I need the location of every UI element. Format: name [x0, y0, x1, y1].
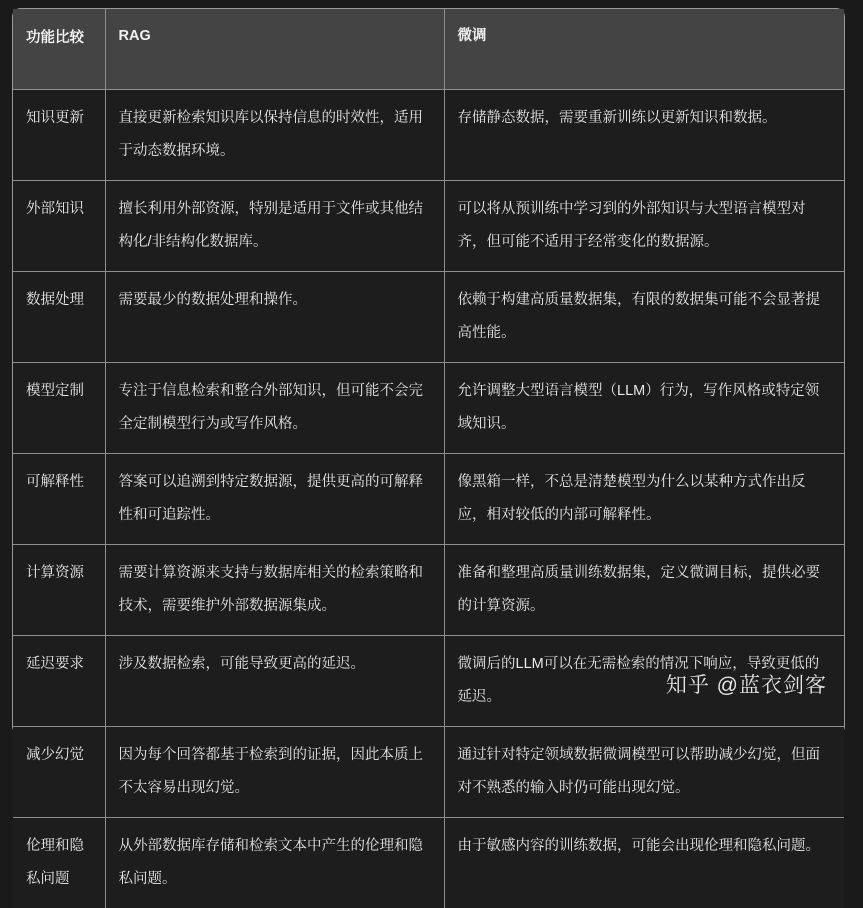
cell-fine-tuning: 像黑箱一样，不总是清楚模型为什么以某种方式作出反应，相对较低的内部可解释性。	[444, 453, 844, 544]
column-header-fine-tuning: 微调	[444, 9, 844, 89]
cell-fine-tuning: 通过针对特定领域数据微调模型可以帮助减少幻觉，但面对不熟悉的输入时仍可能出现幻觉。	[444, 726, 844, 817]
cell-rag: 需要计算资源来支持与数据库相关的检索策略和技术，需要维护外部数据源集成。	[105, 544, 444, 635]
cell-fine-tuning: 微调后的LLM可以在无需检索的情况下响应，导致更低的延迟。	[444, 635, 844, 726]
table-row	[13, 271, 844, 362]
cell-fine-tuning: 允许调整大型语言模型（LLM）行为，写作风格或特定领域知识。	[444, 362, 844, 453]
cell-fine-tuning: 依赖于构建高质量数据集，有限的数据集可能不会显著提高性能。	[444, 271, 844, 362]
table-row	[13, 726, 844, 817]
cell-rag: 专注于信息检索和整合外部知识，但可能不会完全定制模型行为或写作风格。	[105, 362, 444, 453]
cell-fine-tuning: 存储静态数据，需要重新训练以更新知识和数据。	[444, 89, 844, 180]
watermark: 知乎 @蓝衣剑客	[665, 674, 827, 697]
table-row	[13, 89, 844, 180]
cell-feature: 知识更新	[13, 89, 105, 180]
cell-fine-tuning: 准备和整理高质量训练数据集，定义微调目标，提供必要的计算资源。	[444, 544, 844, 635]
cell-rag: 因为每个回答都基于检索到的证据，因此本质上不太容易出现幻觉。	[105, 726, 444, 817]
table-row	[13, 635, 844, 726]
cell-feature: 伦理和隐私问题	[13, 817, 105, 908]
cell-fine-tuning: 可以将从预训练中学习到的外部知识与大型语言模型对齐，但可能不适用于经常变化的数据源。	[444, 180, 844, 271]
cell-feature: 减少幻觉	[13, 726, 105, 817]
cell-feature: 外部知识	[13, 180, 105, 271]
cell-fine-tuning: 由于敏感内容的训练数据，可能会出现伦理和隐私问题。	[444, 817, 844, 908]
table-row	[13, 180, 844, 271]
cell-feature: 模型定制	[13, 362, 105, 453]
cell-rag: 擅长利用外部资源，特别是适用于文件或其他结构化/非结构化数据库。	[105, 180, 444, 271]
table-row	[13, 362, 844, 453]
column-header-rag: RAG	[105, 9, 444, 89]
table-row	[13, 544, 844, 635]
cell-rag: 需要最少的数据处理和操作。	[105, 271, 444, 362]
table-row	[13, 817, 844, 908]
cell-rag: 直接更新检索知识库以保持信息的时效性，适用于动态数据环境。	[105, 89, 444, 180]
cell-rag: 涉及数据检索，可能导致更高的延迟。	[105, 635, 444, 726]
table-body	[13, 89, 844, 908]
rag-vs-finetuning-table	[13, 9, 844, 908]
table-row	[13, 453, 844, 544]
cell-feature: 计算资源	[13, 544, 105, 635]
table-header-row	[13, 9, 844, 89]
comparison-table-container	[12, 8, 845, 887]
cell-feature: 数据处理	[13, 271, 105, 362]
table-header	[13, 9, 844, 89]
cell-feature: 延迟要求	[13, 635, 105, 726]
cell-rag: 答案可以追溯到特定数据源，提供更高的可解释性和可追踪性。	[105, 453, 444, 544]
cell-feature: 可解释性	[13, 453, 105, 544]
column-header-feature: 功能比较	[13, 9, 105, 89]
cell-rag: 从外部数据库存储和检索文本中产生的伦理和隐私问题。	[105, 817, 444, 908]
